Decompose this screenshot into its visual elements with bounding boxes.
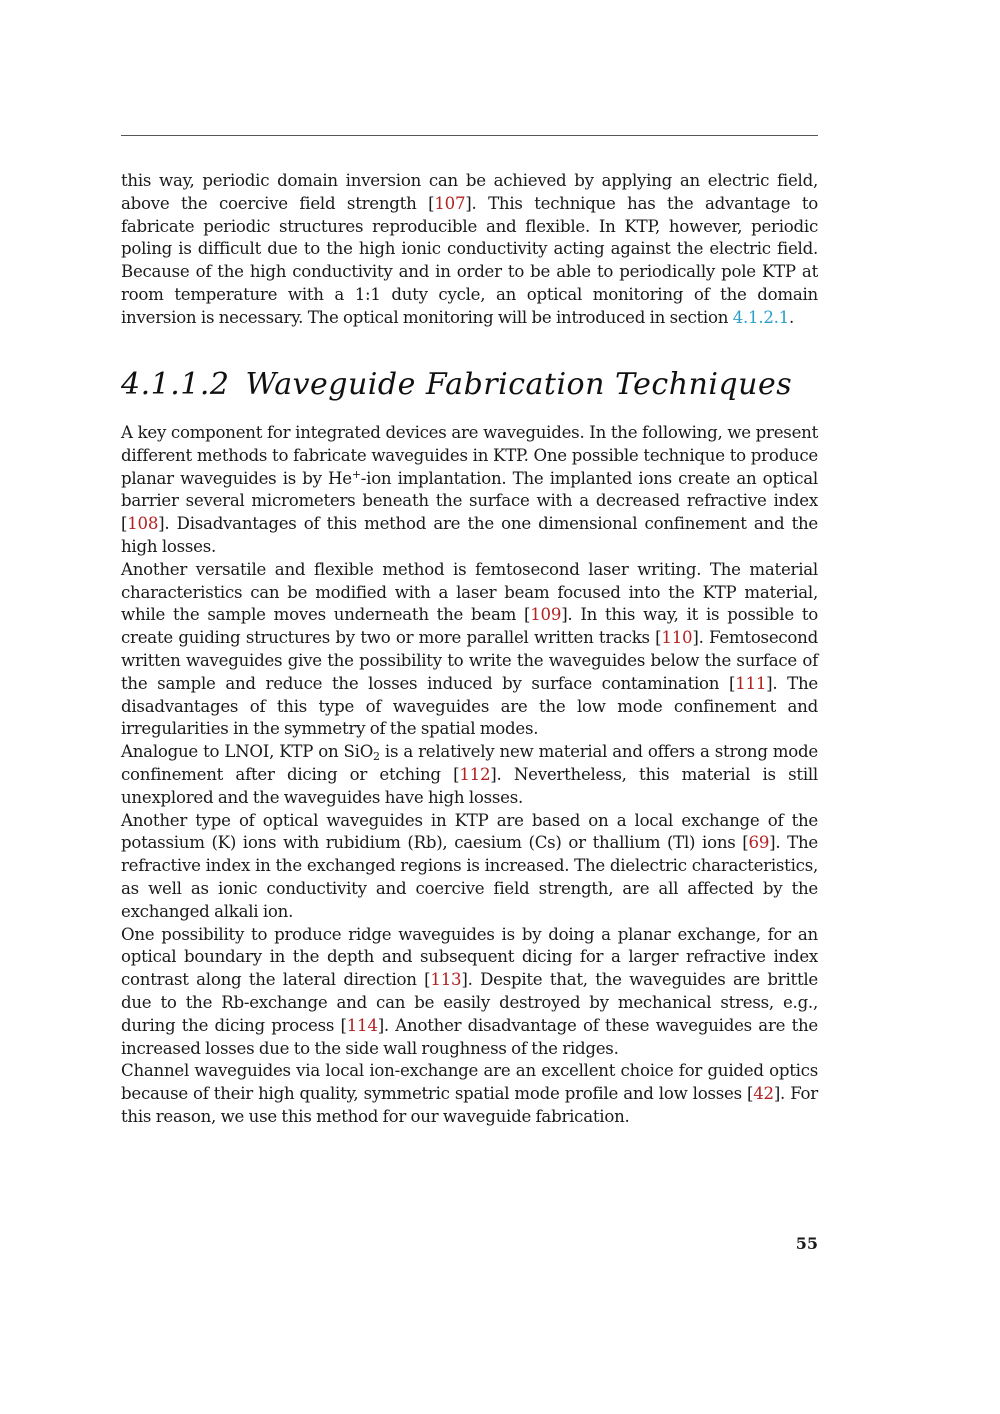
citation-link[interactable]: 113 bbox=[430, 970, 462, 990]
superscript: + bbox=[351, 467, 361, 481]
text-run: Channel waveguides via local ion-exchange are an excellent choice for guided optics because of their high quality, symmetric spatial mode profile and low losses [ bbox=[121, 1061, 818, 1104]
header-rule bbox=[121, 135, 818, 136]
text-run: this way, periodic domain inversion can be achieved by applying an electric field, above the coercive field strength [ bbox=[121, 171, 818, 213]
section-title: Waveguide Fabrication Techniques bbox=[245, 367, 793, 402]
text-run: ]. Disadvantages of this method are the one dimensional confinement and the high losses. bbox=[121, 514, 818, 556]
section-cross-reference[interactable]: 4.1.2.1 bbox=[732, 307, 790, 327]
citation-link[interactable]: 42 bbox=[753, 1084, 774, 1104]
text-run: ]. This technique has the advantage to fabricate periodic structures reproducible and flexible. In KTP, however, periodic poling is difficult due to the high ionic conductivity acting against the electric field. Because of the high conductivity and in order to be able to periodically pole KTP at room temperature with a 1:1 duty cycle, an optical monitoring of the domain inversion is necessary. The optical monitoring will be introduced in section bbox=[121, 193, 818, 327]
text-run: ]. The disadvantages of this type of waveguides are the low mode confinement and irregularities in the symmetry of the spatial modes. bbox=[121, 673, 818, 739]
citation-link[interactable]: 109 bbox=[530, 605, 562, 625]
section-number: 4.1.1.2 bbox=[121, 367, 230, 402]
text-run: ]. Despite that, the waveguides are brittle due to the Rb-exchange and can be easily destroyed by mechanical stress, e.g., during the dicing process [ bbox=[121, 970, 818, 1035]
text-run: ]. Another disadvantage of these waveguides are the increased losses due to the side wall roughness of the ridges. bbox=[121, 1015, 818, 1058]
text-run: ]. For this reason, we use this method for our waveguide fabrication. bbox=[121, 1084, 818, 1126]
text-run: One possibility to produce ridge waveguides is by doing a planar exchange, for an optical boundary in the depth and subsequent dicing for a larger refractive index contrast along the lateral direction [ bbox=[121, 924, 818, 990]
text-run: ]. In this way, it is possible to create guiding structures by two or more parallel written tracks [ bbox=[121, 605, 818, 648]
text-run: Analogue to LNOI, KTP on SiO bbox=[121, 742, 374, 762]
text-run: Another versatile and flexible method is femtosecond laser writing. The material characteristics can be modified with a laser beam focused into the KTP material, while the sample moves underneath the beam [ bbox=[121, 559, 818, 625]
text-run: A key component for integrated devices are waveguides. In the following, we present different methods to fabricate waveguides in KTP. One possible technique to produce planar waveguides is by He bbox=[121, 423, 818, 488]
citation-link[interactable]: 108 bbox=[127, 514, 159, 534]
paragraph bbox=[121, 422, 818, 559]
intro-paragraph bbox=[121, 170, 818, 330]
citation-link[interactable]: 107 bbox=[434, 193, 466, 213]
paragraph bbox=[121, 1060, 818, 1128]
citation-link[interactable]: 114 bbox=[346, 1015, 378, 1035]
text-run: . bbox=[789, 307, 795, 327]
paragraph bbox=[121, 559, 818, 741]
citation-link[interactable]: 112 bbox=[459, 764, 491, 784]
text-run: ]. Nevertheless, this material is still unexplored and the waveguides have high losses. bbox=[121, 764, 818, 807]
citation-link[interactable]: 110 bbox=[661, 628, 693, 648]
section-heading bbox=[121, 360, 818, 410]
page-number: 55 bbox=[795, 1234, 818, 1253]
citation-link[interactable]: 69 bbox=[748, 833, 770, 853]
paragraph bbox=[121, 810, 818, 924]
text-run: Another type of optical waveguides in KTP are based on a local exchange of the potassium (K) ions with rubidium (Rb), caesium (Cs) or thallium (Tl) ions [ bbox=[121, 810, 818, 853]
section-body bbox=[121, 422, 818, 1129]
paragraph bbox=[121, 924, 818, 1061]
text-run: ]. Femtosecond written waveguides give the possibility to write the waveguides below the surface of the sample and reduce the losses induced by surface contamination [ bbox=[121, 628, 818, 693]
text-run: is a relatively new material and offers a strong mode confinement after dicing or etching [ bbox=[121, 742, 818, 784]
paragraph bbox=[121, 741, 818, 809]
text-run: -ion implantation. The implanted ions create an optical barrier several micrometers beneath the surface with a decreased refractive index [ bbox=[121, 468, 818, 534]
citation-link[interactable]: 111 bbox=[735, 673, 767, 693]
subscript: 2 bbox=[373, 750, 380, 764]
text-run: ]. The refractive index in the exchanged regions is increased. The dielectric characteristics, as well as ionic conductivity and coercive field strength, are all affected by the exchanged alkali ion. bbox=[121, 833, 818, 921]
